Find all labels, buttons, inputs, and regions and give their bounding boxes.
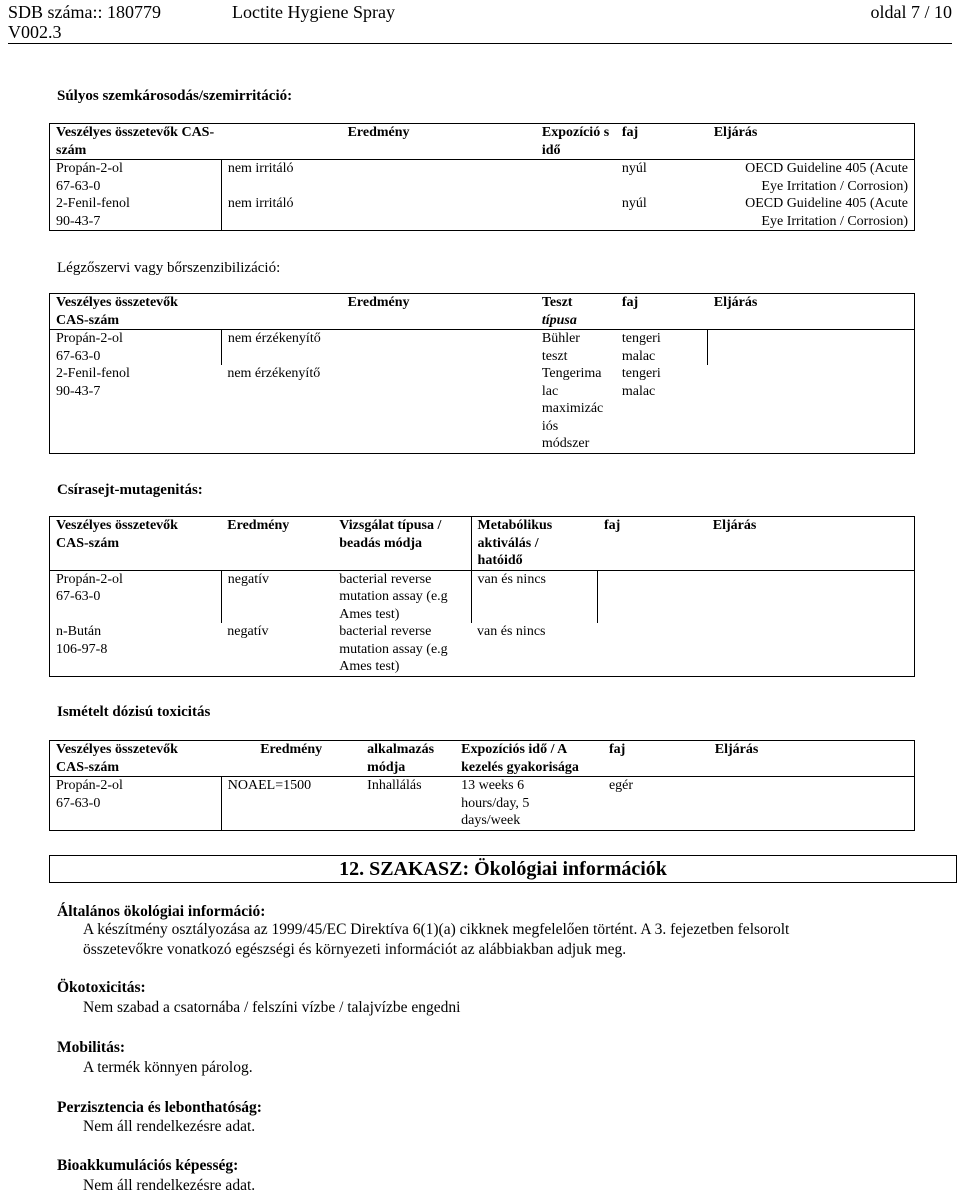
col-method: Eljárás: [708, 124, 915, 160]
table-row: [50, 330, 915, 366]
species: egér: [608, 778, 634, 793]
ecotoxicity-text: Nem szabad a csatornába / felszíni vízbe / talajvízbe engedni: [83, 999, 461, 1016]
mutagenicity-table: [49, 516, 915, 677]
test-type-cont: maximizác: [541, 401, 604, 416]
result: nem érzékenyítő: [227, 366, 321, 381]
test-type-cont: mutation assay (e.g: [339, 641, 448, 657]
method-cont: Eye Irritation / Corrosion): [761, 213, 908, 229]
bioaccumulation-label: Bioakkumulációs képesség:: [57, 1157, 239, 1174]
species-cont: malac: [621, 383, 656, 399]
col-exposure: Expozíciós idő / A: [461, 742, 568, 757]
method: [708, 330, 915, 366]
result: nem irritáló: [221, 195, 536, 231]
exposure-cont: hours/day, 5: [461, 795, 530, 811]
cas-number: 67-63-0: [56, 589, 101, 604]
table-header-row: [50, 517, 915, 571]
mutagenicity-title: Csírasejt-mutagenitás:: [57, 482, 203, 498]
col-result: Eredmény: [221, 294, 536, 330]
mobility-text: A termék könnyen párolog.: [83, 1059, 253, 1076]
col-method: Eljárás: [708, 294, 915, 330]
col-cas: CAS-szám: [56, 759, 119, 775]
substance: n-Bután: [56, 624, 102, 639]
species: tengeri: [621, 366, 661, 381]
page-number: oldal 7 / 10: [870, 2, 952, 22]
test-type: Bühler: [541, 331, 580, 346]
general-eco-text-1: A készítmény osztályozása az 1999/45/EC Direktíva 6(1)(a) cikknek megfelelően történt. A 3. fejezetben felsorolt: [83, 921, 790, 938]
method-cont: Eye Irritation / Corrosion): [761, 178, 908, 194]
table-row: [50, 160, 915, 196]
col-result: Eredmény: [221, 517, 333, 571]
substance: 2-Fenil-fenol: [56, 366, 130, 381]
col-method: Eljárás: [709, 741, 915, 777]
sensitisation-table: [49, 293, 915, 454]
mobility-label: Mobilitás:: [57, 1039, 126, 1056]
substance: Propán-2-ol: [56, 161, 123, 176]
col-test: Vizsgálat típusa /: [339, 518, 442, 533]
method: [708, 365, 915, 453]
substance: 2-Fenil-fenol: [56, 196, 130, 211]
col-exposure-cont: kezelés gyakorisága: [461, 759, 579, 775]
col-activation: Metabólikus: [477, 518, 553, 533]
persistence-text: Nem áll rendelkezésre adat.: [83, 1118, 256, 1135]
col-species: faj: [603, 741, 709, 777]
col-test-cont: típusa: [541, 312, 577, 328]
test-type-cont: mutation assay (e.g: [339, 589, 448, 604]
product-name: Loctite Hygiene Spray: [232, 2, 395, 22]
method: [707, 570, 915, 623]
exposure-cont: days/week: [461, 813, 521, 828]
test-type-cont: teszt: [541, 348, 568, 364]
col-result: Eredmény: [221, 124, 536, 160]
result: nem érzékenyítő: [221, 330, 536, 366]
col-method: Eljárás: [707, 517, 915, 571]
col-cas: CAS-szám: [56, 535, 119, 551]
result: negatív: [221, 570, 333, 623]
col-species: faj: [616, 124, 708, 160]
test-type-cont: iós: [541, 418, 559, 434]
section-12-heading: 12. SZAKASZ: Ökológiai információk: [339, 858, 667, 880]
cas-number: 67-63-0: [56, 795, 101, 811]
eye-irritation-title: Súlyos szemkárosodás/szemirritáció:: [57, 88, 293, 104]
version: V002.3: [8, 22, 62, 42]
test-type-cont: módszer: [541, 436, 590, 451]
page-header: [8, 0, 952, 46]
sensitisation-title: Légzőszervi vagy bőrszenzibilizáció:: [57, 260, 281, 276]
header-divider: [8, 43, 952, 44]
table-row: [50, 777, 915, 831]
col-result: Eredmény: [221, 741, 361, 777]
species: nyúl: [621, 161, 647, 176]
general-eco-label: Általános ökológiai információ:: [57, 903, 266, 920]
bioaccumulation-text: Nem áll rendelkezésre adat.: [83, 1177, 256, 1194]
method: OECD Guideline 405 (Acute: [745, 196, 908, 211]
species: nyúl: [621, 196, 647, 211]
col-activation-cont: aktiválás /: [477, 535, 539, 551]
sdb-number: SDB száma:: 180779: [8, 2, 161, 22]
col-substance: Veszélyes összetevők: [56, 742, 178, 757]
test-type-cont: Ames test): [339, 659, 400, 674]
section-12-heading-box: [49, 855, 957, 883]
result: negatív: [227, 624, 269, 639]
test-type-cont: lac: [541, 383, 559, 399]
substance: Propán-2-ol: [56, 571, 123, 587]
cas-number: 90-43-7: [56, 213, 101, 229]
repeated-dose-table: [49, 740, 915, 831]
substance: Propán-2-ol: [56, 331, 123, 346]
col-species: faj: [598, 517, 707, 571]
result: nem irritáló: [221, 160, 536, 196]
table-header-row: [50, 741, 915, 777]
exposure: [536, 160, 616, 196]
species-cont: malac: [621, 348, 656, 364]
species: tengeri: [621, 331, 661, 346]
cas-number: 67-63-0: [56, 178, 101, 194]
test-type: bacterial reverse: [339, 624, 432, 639]
route: Inhallálás: [367, 778, 422, 793]
col-cas: CAS-szám: [56, 312, 119, 328]
activation: van és nincs: [477, 624, 546, 639]
species: [598, 623, 707, 676]
col-species: faj: [616, 294, 708, 330]
table-header-row: [50, 294, 915, 330]
test-type: bacterial reverse: [339, 571, 432, 587]
table-header-row: [50, 124, 915, 160]
cas-number: 67-63-0: [56, 348, 101, 364]
table-row: [50, 195, 915, 231]
col-substance: Veszélyes összetevők CAS-szám: [50, 124, 222, 160]
col-substance: Veszélyes összetevők: [56, 295, 178, 310]
col-substance: Veszélyes összetevők: [56, 518, 178, 533]
method: OECD Guideline 405 (Acute: [745, 161, 908, 176]
method: [707, 623, 915, 676]
cas-number: 90-43-7: [56, 383, 101, 399]
eye-irritation-table: [49, 123, 915, 231]
substance: Propán-2-ol: [56, 778, 123, 793]
test-type-cont: Ames test): [339, 606, 400, 622]
test-type: Tengerima: [541, 366, 602, 381]
col-route-cont: módja: [367, 759, 406, 775]
table-row: [50, 365, 915, 453]
method: [709, 777, 915, 831]
cas-number: 106-97-8: [56, 641, 108, 657]
table-row: [50, 570, 915, 623]
repeated-dose-title: Ismételt dózisú toxicitás: [57, 704, 211, 720]
col-route: alkalmazás: [367, 742, 435, 757]
persistence-label: Perzisztencia és lebonthatóság:: [57, 1099, 262, 1116]
activation: van és nincs: [471, 570, 598, 623]
ecotoxicity-label: Ökotoxicitás:: [57, 979, 146, 996]
general-eco-text-2: összetevőkre vonatkozó egészségi és környezeti információt az alábbiakban adjuk meg.: [83, 941, 627, 958]
col-activation-cont: hatóidő: [477, 553, 523, 568]
species: [598, 570, 707, 623]
exposure: 13 weeks 6: [461, 778, 525, 793]
exposure: [536, 195, 616, 231]
table-row: [50, 623, 915, 676]
col-test-cont: beadás módja: [339, 535, 423, 551]
col-test: Teszt: [541, 295, 573, 310]
result: NOAEL=1500: [221, 777, 361, 831]
col-exposure: Expozíció s idő: [536, 124, 616, 160]
